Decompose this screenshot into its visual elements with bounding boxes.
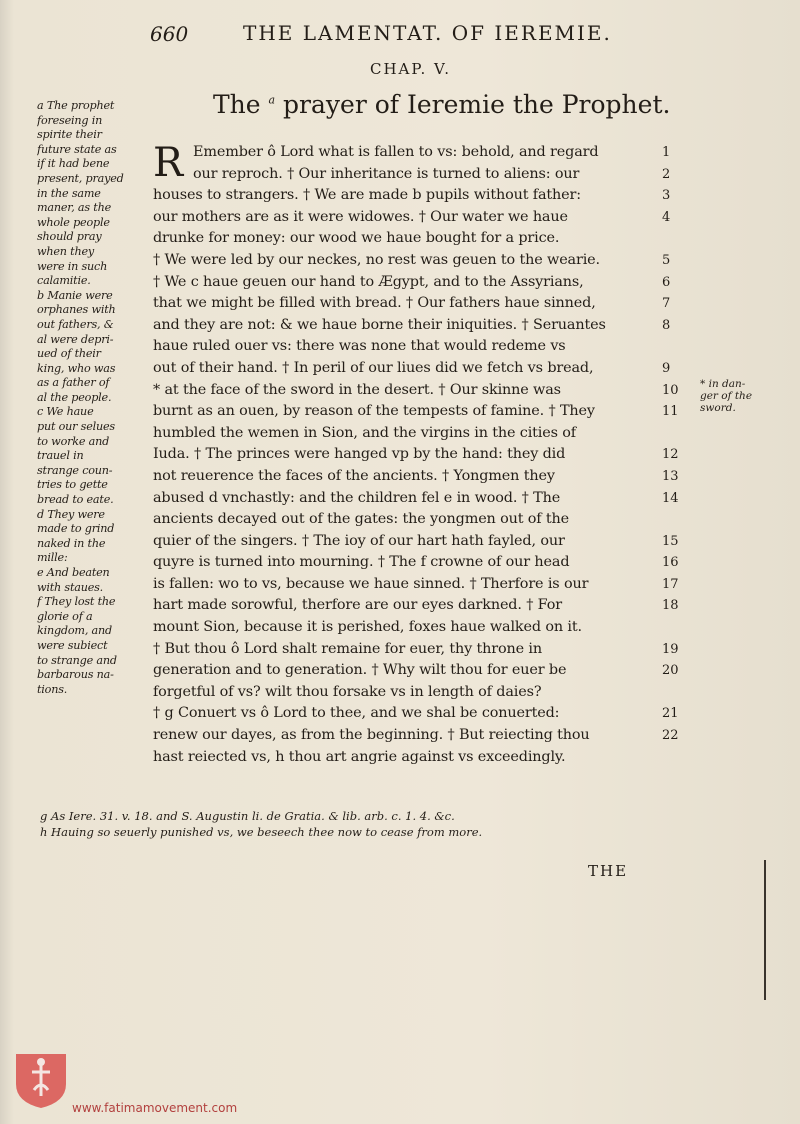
verse-number: 18 [662, 598, 679, 614]
verse-number: 12 [662, 447, 679, 463]
text-line: quyre is turned into mourning. † The f crowne of our head [153, 554, 570, 571]
reference-line: h Hauing so seuerly punished vs, we beseech thee now to cease from more. [40, 825, 483, 839]
watermark-url: www.fatimamovement.com [72, 1101, 238, 1115]
margin-note-line: tions. [37, 682, 68, 696]
margin-note-line: king, who was [37, 361, 116, 375]
title-after: prayer of Ieremie the Prophet. [275, 90, 671, 119]
margin-note-line: in the same [37, 186, 101, 200]
text-line: drunke for money: our wood we haue bought for a price. [153, 230, 560, 247]
margin-note-line: trauel in [37, 449, 84, 463]
margin-note-line: should pray [37, 230, 102, 244]
margin-note-line: c We haue [37, 405, 94, 419]
text-line: houses to strangers. † We are made b pupils without father: [153, 187, 581, 204]
text-line: quier of the singers. † The ioy of our hart hath fayled, our [153, 532, 565, 549]
margin-note-line: were in such [37, 259, 108, 273]
verse-number [662, 228, 692, 250]
text-line: humbled the wemen in Sion, and the virgins in the cities of [153, 424, 576, 441]
margin-note-line: glorie of a [37, 609, 93, 623]
verse-numbers [662, 142, 692, 747]
text-line: hart made sorowful, therfore are our eyes darkned. † For [153, 597, 562, 614]
verse-number: 19 [662, 641, 679, 657]
verse-number: 4 [662, 209, 671, 225]
verse-number: 13 [662, 468, 679, 484]
margin-note-line: made to grind [37, 522, 115, 536]
verse-number: 10 [662, 382, 679, 398]
margin-note-line: tries to gette [37, 478, 108, 492]
text-line: burnt as an ouen, by reason of the tempests of famine. † They [153, 403, 595, 420]
verse-number: 11 [662, 404, 679, 420]
verse-number: 3 [662, 188, 671, 204]
title-note-mark: a [268, 93, 276, 107]
reference-line: g As Iere. 31. v. 18. and S. Augustin li. de Gratia. & lib. arb. c. 1. 4. &c. [40, 809, 455, 823]
margin-note-line: sword. [700, 402, 736, 414]
right-margin-note [700, 378, 780, 414]
margin-note-line: put our selues [37, 420, 115, 434]
margin-note-line: kingdom, and [37, 624, 112, 638]
verse-number: 7 [662, 296, 671, 312]
margin-note-line: present, prayed [37, 171, 124, 185]
verse-number: 9 [662, 360, 671, 376]
margin-note-line: e And beaten [37, 566, 110, 579]
verse-number [662, 682, 692, 704]
verse-number [662, 336, 692, 358]
text-line: that we might be filled with bread. † Our fathers haue sinned, [153, 295, 596, 312]
margin-note-line: were subiect [37, 638, 108, 652]
margin-note-line: if it had bene [37, 157, 110, 171]
verse-number: 20 [662, 663, 679, 679]
verse-number [662, 423, 692, 445]
text-line: abused d vnchastly: and the children fel e in wood. † The [153, 489, 561, 506]
margin-note-line: f They lost the [37, 595, 116, 609]
text-line: * at the face of the sword in the desert. † Our skinne was [153, 381, 561, 398]
margin-note-line: d They were [37, 507, 105, 521]
text-line: † We c haue geuen our hand to Ægypt, and to the Assyrians, [153, 273, 584, 290]
verse-number: 14 [662, 490, 679, 506]
margin-note-line: barbarous na- [37, 668, 114, 682]
running-title: THE LAMENTAT. OF IEREMIE. [243, 21, 612, 45]
body-text [153, 142, 658, 768]
margin-note-line: whole people [37, 215, 110, 229]
margin-note-line: future state as [37, 142, 117, 156]
text-line: our mothers are as it were widowes. † Our water we haue [153, 208, 568, 225]
text-line: † We were led by our neckes, no rest was geuen to the wearie. [153, 251, 600, 268]
margin-note-line: naked in the [37, 536, 106, 550]
title-before: The [213, 90, 269, 119]
margin-note-line: a The prophet [37, 99, 115, 112]
margin-note-line: mille: [37, 551, 68, 565]
chapter-heading: CHAP. V. [370, 60, 451, 78]
margin-note-line: foreseing in [37, 113, 103, 127]
margin-note-line: to worke and [37, 434, 110, 448]
verse-number: 15 [662, 533, 679, 549]
left-margin-notes [37, 99, 147, 697]
text-line: ancients decayed out of the gates: the yongmen out of the [153, 511, 570, 528]
text-line: Emember ô Lord what is fallen to vs: behold, and regard [193, 144, 599, 160]
text-line: generation and to generation. † Why wilt thou for euer be [153, 662, 567, 679]
margin-note-line: when they [37, 244, 95, 258]
verse-number: 16 [662, 555, 679, 571]
margin-note-line: * in dan- [700, 378, 746, 390]
margin-note-line: as a father of [37, 376, 110, 390]
margin-note-line: out fathers, & [37, 317, 114, 331]
margin-note-line: al the people. [37, 390, 112, 404]
page-number: 660 [150, 22, 189, 46]
margin-note-line: to strange and [37, 653, 117, 667]
verse-number [662, 509, 692, 531]
text-line: † g Conuert vs ô Lord to thee, and we shal be conuerted: [153, 705, 560, 722]
drop-capital: R [153, 140, 184, 186]
shield-logo-icon [14, 1050, 68, 1110]
section-title [213, 90, 670, 119]
verse-number: 6 [662, 274, 671, 290]
margin-note-line: al were depri- [37, 332, 114, 346]
margin-note-line: ued of their [37, 347, 101, 361]
verse-number: 8 [662, 317, 671, 333]
margin-note-line: orphanes with [37, 303, 116, 317]
margin-note-line: with staues. [37, 580, 104, 594]
margin-note-line: spirite their [37, 128, 102, 142]
verse-number: 1 [662, 145, 671, 160]
verse-number: 21 [662, 706, 679, 722]
verse-number: 5 [662, 252, 671, 268]
verse-number: 17 [662, 576, 679, 592]
text-line: our reproch. † Our inheritance is turned to aliens: our [193, 165, 580, 182]
page-edge-line [764, 860, 766, 1000]
running-header [0, 20, 800, 48]
margin-note-line: maner, as the [37, 201, 112, 215]
text-line: out of their hand. † In peril of our liues did we fetch vs bread, [153, 359, 594, 376]
margin-note-line: bread to eate. [37, 493, 114, 507]
text-line: not reuerence the faces of the ancients. † Yongmen they [153, 467, 555, 484]
margin-note-line: ger of the [700, 390, 753, 402]
text-line: and they are not: & we haue borne their iniquities. † Seruantes [153, 316, 606, 333]
margin-note-line: b Manie were [37, 288, 113, 302]
verse-number: 22 [662, 728, 679, 744]
text-line: haue ruled ouer vs: there was none that would redeme vs [153, 338, 566, 355]
catchword: THE [588, 862, 629, 880]
text-line: mount Sion, because it is perished, foxes haue walked on it. [153, 619, 582, 636]
verse-number [662, 617, 692, 639]
margin-note-line: strange coun- [37, 463, 113, 477]
text-line: hast reiected vs, h thou art angrie against vs exceedingly. [153, 748, 566, 765]
text-line: is fallen: wo to vs, because we haue sinned. † Therfore is our [153, 575, 589, 592]
text-line: forgetful of vs? wilt thou forsake vs in length of daies? [153, 683, 542, 700]
text-line: renew our dayes, as from the beginning. † But reiecting thou [153, 727, 590, 744]
text-line: Iuda. † The princes were hanged vp by the hand: they did [153, 446, 566, 463]
verse-number: 2 [662, 166, 671, 182]
margin-note-line: calamitie. [37, 274, 91, 288]
footnote-references [40, 808, 680, 840]
text-line: † But thou ô Lord shalt remaine for euer, thy throne in [153, 640, 542, 657]
